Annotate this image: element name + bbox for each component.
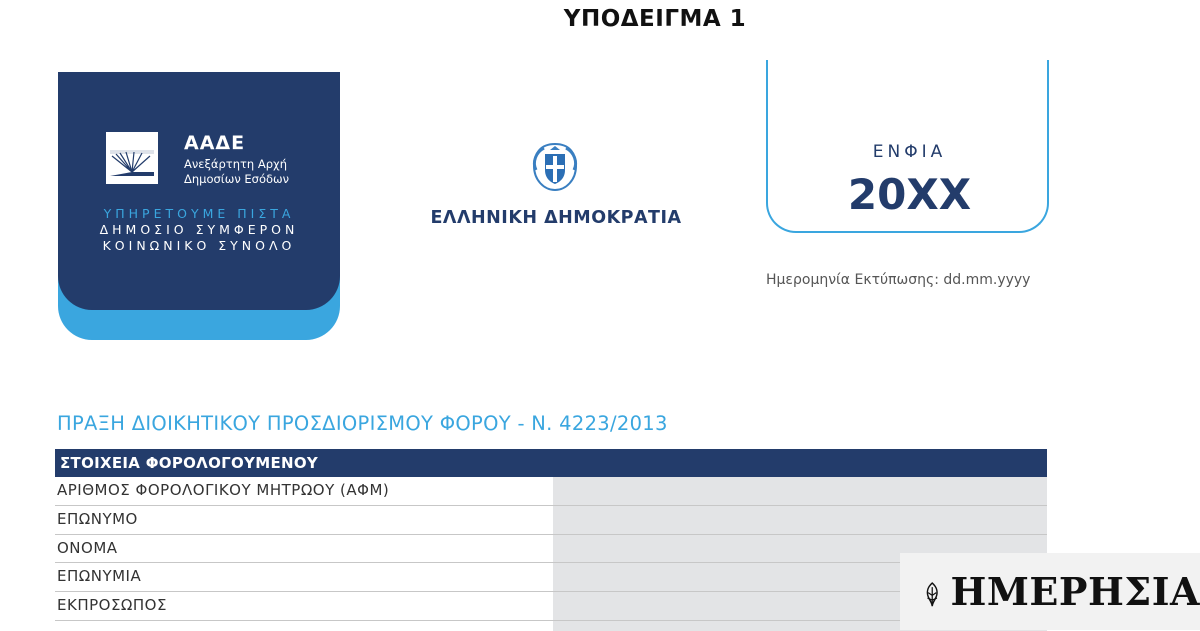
table-row-cutoff <box>55 621 1047 631</box>
table-row <box>55 506 1047 535</box>
taxpayer-table <box>55 449 1047 631</box>
cutoff-label <box>55 621 553 631</box>
print-date: Ημερομηνία Εκτύπωσης: dd.mm.yyyy <box>766 272 1031 288</box>
aade-subtitle-line1: Ανεξάρτητη Αρχή <box>184 157 287 171</box>
surname-field[interactable] <box>553 506 1047 534</box>
company-name-label: ΕΠΩΝΥΜΙΑ <box>57 567 142 586</box>
aade-emblem-icon <box>106 132 158 184</box>
aade-slogan-line2: ΔΗΜΟΣΙΟ ΣΥΜΦΕΡΟΝ <box>99 222 299 237</box>
aade-logo-panel <box>58 72 340 310</box>
aade-logo <box>58 72 340 340</box>
table-row <box>55 592 1047 621</box>
surname-label: ΕΠΩΝΥΜΟ <box>57 509 138 528</box>
name-label: ΟΝΟΜΑ <box>57 538 118 557</box>
enfia-year: 20XX <box>847 170 972 219</box>
enfia-label: ΕΝΦΙΑ <box>872 142 947 162</box>
aade-subtitle-line2: Δημοσίων Εσόδων <box>184 172 290 186</box>
table-row <box>55 563 1047 592</box>
aade-slogan-line1: ΥΠΗΡΕΤΟΥΜΕ ΠΙΣΤΑ <box>103 206 295 221</box>
act-title: ΠΡΑΞΗ ΔΙΟΙΚΗΤΙΚΟΥ ΠΡΟΣΔΙΟΡΙΣΜΟΥ ΦΟΡΟΥ - Ν. 4223/2013 <box>57 412 668 435</box>
publisher-watermark <box>900 553 1200 630</box>
afm-label: ΑΡΙΘΜΟΣ ΦΟΡΟΛΟΓΙΚΟΥ ΜΗΤΡΩΟΥ (ΑΦΜ) <box>57 481 390 499</box>
representative-label: ΕΚΠΡΟΣΩΠΟΣ <box>57 596 167 615</box>
aade-slogan-line3: ΚΟΙΝΩΝΙΚΟ ΣΥΝΟΛΟ <box>102 238 296 253</box>
enfia-box <box>766 60 1049 233</box>
table-row <box>55 477 1047 506</box>
taxpayer-table-header: ΣΤΟΙΧΕΙΑ ΦΟΡΟΛΟΓΟΥΜΕΝΟΥ <box>55 449 1047 477</box>
coat-of-arms-icon <box>528 140 582 194</box>
afm-field[interactable] <box>553 477 1047 505</box>
document-title: ΥΠΟΔΕΙΓΜΑ 1 <box>563 6 747 32</box>
aade-name: ΑΑΔΕ <box>184 132 246 154</box>
publisher-logo-icon <box>922 574 942 614</box>
republic-name: ΕΛΛΗΝΙΚΗ ΔΗΜΟΚΡΑΤΙΑ <box>430 208 682 228</box>
table-row <box>55 535 1047 564</box>
publisher-name: ΗΜΕΡΗΣΙΑ <box>950 569 1200 614</box>
